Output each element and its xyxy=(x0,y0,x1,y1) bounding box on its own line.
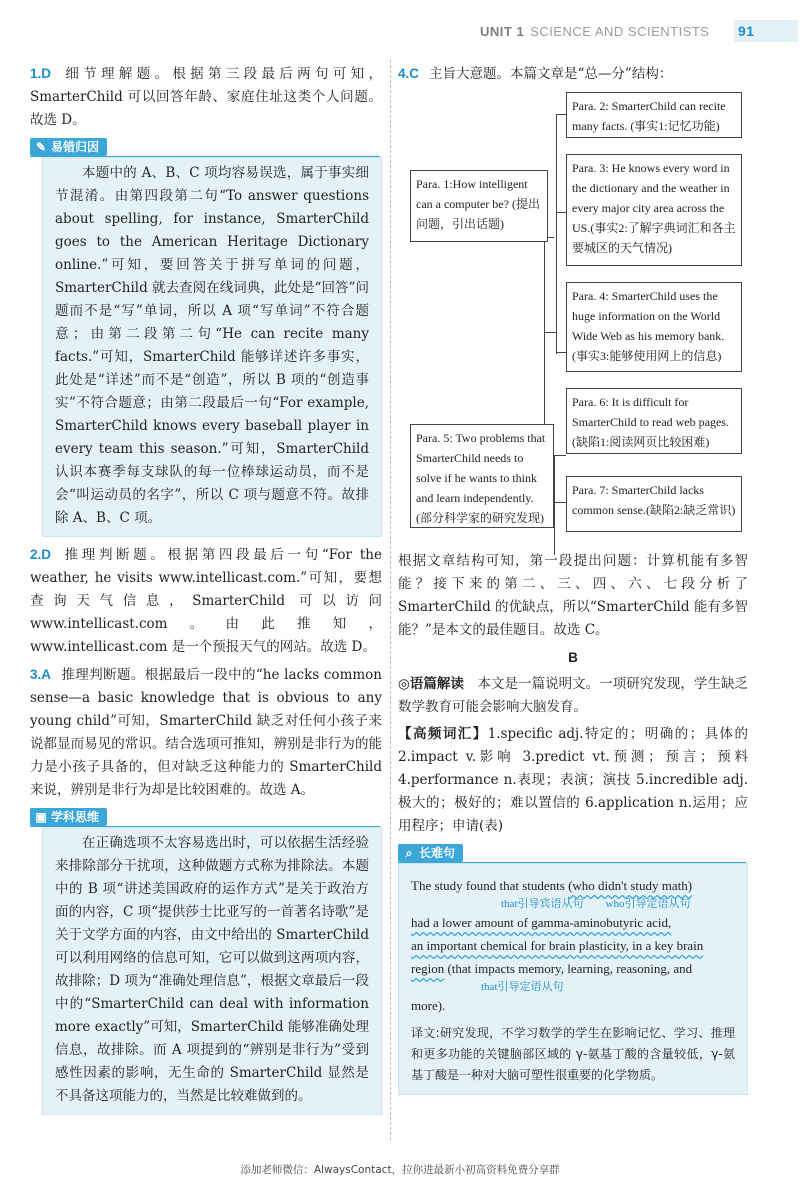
vocab-label: 【高频词汇】 xyxy=(398,726,488,742)
q4-number: 4. xyxy=(398,66,410,81)
pencil-icon: ✎ xyxy=(35,140,47,154)
vocab-text: 1.specific adj.特定的；明确的；具体的 2.impact v.影响 3.predict vt.预测；预言；预料 4.performance n.表现；表演；演技 5.incredible adj.极大的；极好的；难以置信的 6.application n.运用；应用程序；申请(表) xyxy=(398,726,748,834)
unit-subject: SCIENCE AND SCIENTISTS xyxy=(530,24,710,39)
note-who-relative: who引导定语从句 xyxy=(605,898,691,910)
book-icon: ▣ xyxy=(35,810,47,824)
long-sentence-box xyxy=(398,863,748,1095)
tag-changnan-label: 长难句 xyxy=(419,846,456,860)
connector-p3 xyxy=(556,212,566,213)
q3-number: 3. xyxy=(30,667,42,682)
footer-note: 添加老师微信：AlwaysContact，拉你进最新小初高资料免费分享群 xyxy=(240,1164,560,1176)
q4-conclusion: 根据文章结构可知，第一段提出问题：计算机能有多智能？接下来的第二、三、四、六、七段分析了 SmarterChild 的优缺点，所以“SmarterChild 能有多智能？”是本文的最佳题目。故选 C。 xyxy=(398,553,748,638)
q1-answer: D xyxy=(41,66,52,81)
node-para-7: Para. 7: SmarterChild lacks common sense.(缺陷2:缺乏常识) xyxy=(566,476,742,532)
long-line-5: more). xyxy=(411,998,446,1013)
long-notes-2: that引导定语从句 xyxy=(481,981,564,993)
tag-yicuo-label: 易错归因 xyxy=(51,140,100,154)
yupian-jiedu xyxy=(398,673,748,719)
connector-p4 xyxy=(556,352,566,353)
long-line-1 xyxy=(411,874,735,897)
long-line-4 xyxy=(411,957,735,980)
tag-bar-xueke xyxy=(30,806,380,827)
connector-vertical-facts xyxy=(556,114,557,354)
magnifier-icon: ⌕ xyxy=(405,846,413,860)
long-l1b: (who didn't study math) xyxy=(568,878,693,893)
tag-xueke xyxy=(30,808,107,826)
q1-text: 细节理解题。根据第三段最后两句可知，SmarterChild 可以回答年龄、家庭住址这类个人问题。故选 D。 xyxy=(30,66,382,128)
q2-text: 推理判断题。根据第四段最后一句“For the weather, he visits www.intellicast.com.”可知，要想查询天气信息，SmarterChild 可以访问 www.intellicast.com。由此推知，www.intellicast.com 是一个预报天气的网站。故选 D。 xyxy=(30,547,382,655)
long-line-3: an important chemical for brain plasticity, in a key brain xyxy=(411,938,704,953)
question-4 xyxy=(398,62,672,86)
question-1 xyxy=(30,62,382,132)
section-b-title: B xyxy=(568,650,578,665)
tag-xueke-label: 学科思维 xyxy=(51,810,100,824)
q2-number: 2. xyxy=(30,547,42,562)
unit-label: UNIT 1 xyxy=(480,24,525,39)
long-l4b: (that impacts memory, learning, reasoning, and xyxy=(447,961,693,976)
tag-changnan xyxy=(398,844,463,862)
node-para-5: Para. 5: Two problems that SmarterChild needs to solve if he wants to think and learn independently. (部分科学家的研究发现) xyxy=(410,424,554,528)
note-that-object: that引导宾语从句 xyxy=(501,898,584,910)
node-para-3: Para. 3: He knows every word in the dictionary and the weather in every major city area across the US.(事实2:了解字典词汇和各主要城区的天气情况) xyxy=(566,154,742,266)
question-2 xyxy=(30,543,382,659)
q3-text: 推理判断题。根据最后一段中的“he lacks common sense—a basic knowledge that is obvious to any young child”可知，SmarterChild 缺乏对任何小孩子来说都显而易见的常识。结合选项可推知，辨别是非行为的能力是小孩子具备的，但对缺乏这种能力的 SmarterChild 来说，辨别是非行为却是比较困难的。故选 A。 xyxy=(30,667,382,798)
connector-vertical-flaws xyxy=(554,455,555,555)
long-l4a: region xyxy=(411,961,445,976)
column-divider xyxy=(390,60,391,1140)
long-line-2: had a lower amount of gamma-aminobutyric acid, xyxy=(411,915,672,930)
left-column xyxy=(30,62,382,1121)
node-para-6: Para. 6: It is difficult for SmarterChild to read web pages.(缺陷1:阅读网页比较困难) xyxy=(566,388,742,454)
box2-text: 在正确选项不太容易选出时，可以依据生活经验来排除部分干扰项，这种做题方式称为排除法。本题中的 B 项“讲述美国政府的运作方式”是关于政治方面的内容，C 项“提供莎士比亚写的一首著名诗歌”是关于文学方面的内容，由文中给出的 SmarterChild 可以利用网络的信息可知，它可以做到这两项内容，故排除；D 项为“准确处理信息”，根据文章最后一段中的“SmarterChild can deal with information more exactly”可知，SmarterChild 能够准确处理信息，故排除。而 A 项提到的“辨别是非行为”受到感性因素的影响，无生命的 SmarterChild 显然是不具备这项能力的，当然是比较难做到的。 xyxy=(55,835,369,1104)
page-number: 91 xyxy=(734,20,798,42)
connector-p6 xyxy=(554,455,566,456)
tag-bar-yicuo xyxy=(30,136,380,157)
connector-p7 xyxy=(554,502,566,503)
q3-answer: A xyxy=(41,667,52,682)
node-para-4: Para. 4: SmarterChild uses the huge information on the World Wide Web as his memory bank. (事实3:能够使用网上的信息) xyxy=(566,282,742,372)
explanation-box-2 xyxy=(42,827,382,1115)
yupian-text: 本文是一篇说明文。一项研究发现，学生缺乏数学教育可能会影响大脑发育。 xyxy=(398,676,749,715)
q4-answer: C xyxy=(409,66,420,81)
vocab-list xyxy=(398,723,748,838)
structure-chart xyxy=(398,62,758,542)
connector-p2 xyxy=(556,114,566,115)
box1-text: 本题中的 A、B、C 项均容易误选，属于事实细节混淆。由第四段第二句“To answer questions about spelling, for instance, SmarterChild goes to the American Heritage Dictionary online.”可知，要回答关于拼写单词的问题，SmarterChild 就去查阅在线词典，此处是“回答”问题而不是“写”单词，所以 A 项“写单词”不符合题意；由第二段第二句“He can recite many facts.”可知，SmarterChild 能够详述许多事实，此处是“详述”而不是“创造”，所以 B 项的“创造事实”不符合题意；由第二段最后一句“For example, SmarterChild knows every baseball player in every team this season.”可知，SmarterChild 认识本赛季每支球队的每一位棒球运动员，而不是会“叫运动员的名字”，所以 C 项与题意不符。故排除 A、B、C 项。 xyxy=(55,165,369,526)
question-3 xyxy=(30,663,382,802)
explanation-box-1 xyxy=(42,157,382,537)
tag-bar-changnan xyxy=(398,842,746,863)
q2-answer: D xyxy=(41,547,52,562)
long-l1a: The study found that students xyxy=(411,878,565,893)
connector-p1-right xyxy=(544,332,556,333)
page-header xyxy=(480,23,755,39)
yupian-label: ◎语篇解读 xyxy=(398,676,464,692)
q4-text: 主旨大意题。本篇文章是“总—分”结构： xyxy=(429,66,673,82)
q1-number: 1. xyxy=(30,66,42,81)
node-para-1: Para. 1:How intelligent can a computer be? (提出问题，引出话题) xyxy=(410,170,548,242)
tag-yicuo xyxy=(30,138,107,156)
long-notes-1 xyxy=(411,897,735,911)
long-translation: 译文:研究发现，不学习数学的学生在影响记忆、学习、推理和更多功能的关键脑部区域的 γ-氨基丁酸的含量较低，γ-氨基丁酸是一种对大脑可塑性很重要的化学物质。 xyxy=(411,1026,735,1082)
right-column xyxy=(398,550,748,1095)
node-para-2: Para. 2: SmarterChild can recite many facts. (事实1:记忆功能) xyxy=(566,92,742,138)
